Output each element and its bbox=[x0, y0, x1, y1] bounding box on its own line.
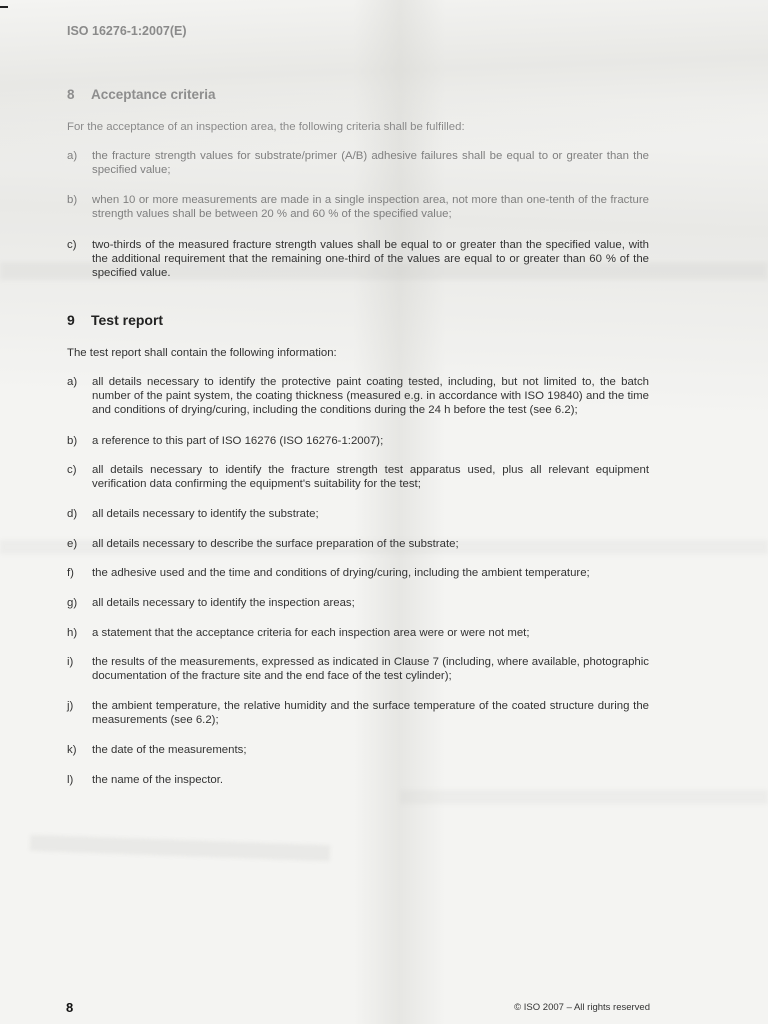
section-heading-acceptance bbox=[67, 87, 216, 102]
list-item-label: d) bbox=[67, 508, 78, 520]
list-item-label: k) bbox=[67, 744, 77, 756]
list-item-text: the adhesive used and the time and conditions of drying/curing, including the ambient temperature; bbox=[92, 567, 590, 579]
list-item-text: all details necessary to identify the protective paint coating tested, including, but not limited to, the batch number of the paint system, the coating thickness (measured e.g. in accordance with ISO 19840) and the time and conditions of drying/curing, including the conditions during the 24 h before the test (see 6.2); bbox=[92, 376, 649, 416]
section-number: 9 bbox=[67, 312, 75, 328]
list-item-label: b) bbox=[67, 194, 78, 206]
list-item-text: a statement that the acceptance criteria for each inspection area were or were not met; bbox=[92, 627, 530, 639]
list-item-text: all details necessary to identify the substrate; bbox=[92, 508, 319, 520]
copyright-notice: © ISO 2007 – All rights reserved bbox=[514, 1002, 650, 1013]
section-heading-test-report bbox=[67, 312, 163, 328]
list-item-text: all details necessary to identify the inspection areas; bbox=[92, 597, 355, 609]
document-id: ISO 16276-1:2007(E) bbox=[67, 24, 187, 38]
section-title: Test report bbox=[91, 312, 164, 328]
list-item-text: the name of the inspector. bbox=[92, 774, 224, 786]
section-intro: For the acceptance of an inspection area, the following criteria shall be fulfilled: bbox=[67, 121, 465, 133]
list-item-label: b) bbox=[67, 435, 78, 447]
list-item-text: the fracture strength values for substrate/primer (A/B) adhesive failures shall be equal to or greater than the specified value; bbox=[92, 150, 649, 176]
list-item-text: the ambient temperature, the relative humidity and the surface temperature of the coated structure during the measurements (see 6.2); bbox=[92, 700, 649, 726]
list-item-label: f) bbox=[67, 567, 74, 579]
list-item-label: l) bbox=[67, 774, 74, 786]
list-item-label: a) bbox=[67, 150, 78, 162]
section-title: Acceptance criteria bbox=[91, 87, 216, 102]
list-item-text: all details necessary to describe the surface preparation of the substrate; bbox=[92, 538, 459, 550]
list-item-label: a) bbox=[67, 376, 78, 388]
list-item-text: all details necessary to identify the fracture strength test apparatus used, plus all relevant equipment verification data confirming the equipment's suitability for the test; bbox=[92, 464, 649, 490]
list-item-label: h) bbox=[67, 627, 78, 639]
page-number: 8 bbox=[66, 1000, 74, 1015]
section-intro: The test report shall contain the following information: bbox=[67, 347, 337, 359]
list-item-text: the results of the measurements, expressed as indicated in Clause 7 (including, where available, photographic documentation of the fracture site and the end face of the test cylinder); bbox=[92, 656, 649, 682]
list-item-text: the date of the measurements; bbox=[92, 744, 247, 756]
edge-mark bbox=[0, 6, 8, 8]
list-item-label: g) bbox=[67, 597, 78, 609]
list-item-text: a reference to this part of ISO 16276 (ISO 16276-1:2007); bbox=[92, 435, 384, 447]
list-item-label: e) bbox=[67, 538, 78, 550]
list-item-label: j) bbox=[67, 700, 74, 712]
list-item-label: c) bbox=[67, 464, 77, 476]
paper-crease bbox=[400, 790, 768, 804]
paper-crease bbox=[30, 835, 330, 861]
list-item-label: c) bbox=[67, 239, 77, 251]
list-item-label: i) bbox=[67, 656, 74, 668]
list-item-text: when 10 or more measurements are made in a single inspection area, not more than one-tenth of the fracture strength values shall be between 20 % and 60 % of the specified value; bbox=[92, 194, 649, 220]
section-number: 8 bbox=[67, 87, 75, 102]
list-item-text: two-thirds of the measured fracture strength values shall be equal to or greater than the specified value, with the additional requirement that the remaining one-third of the values are equal to or greater than 60 % of the specified value. bbox=[92, 239, 649, 279]
